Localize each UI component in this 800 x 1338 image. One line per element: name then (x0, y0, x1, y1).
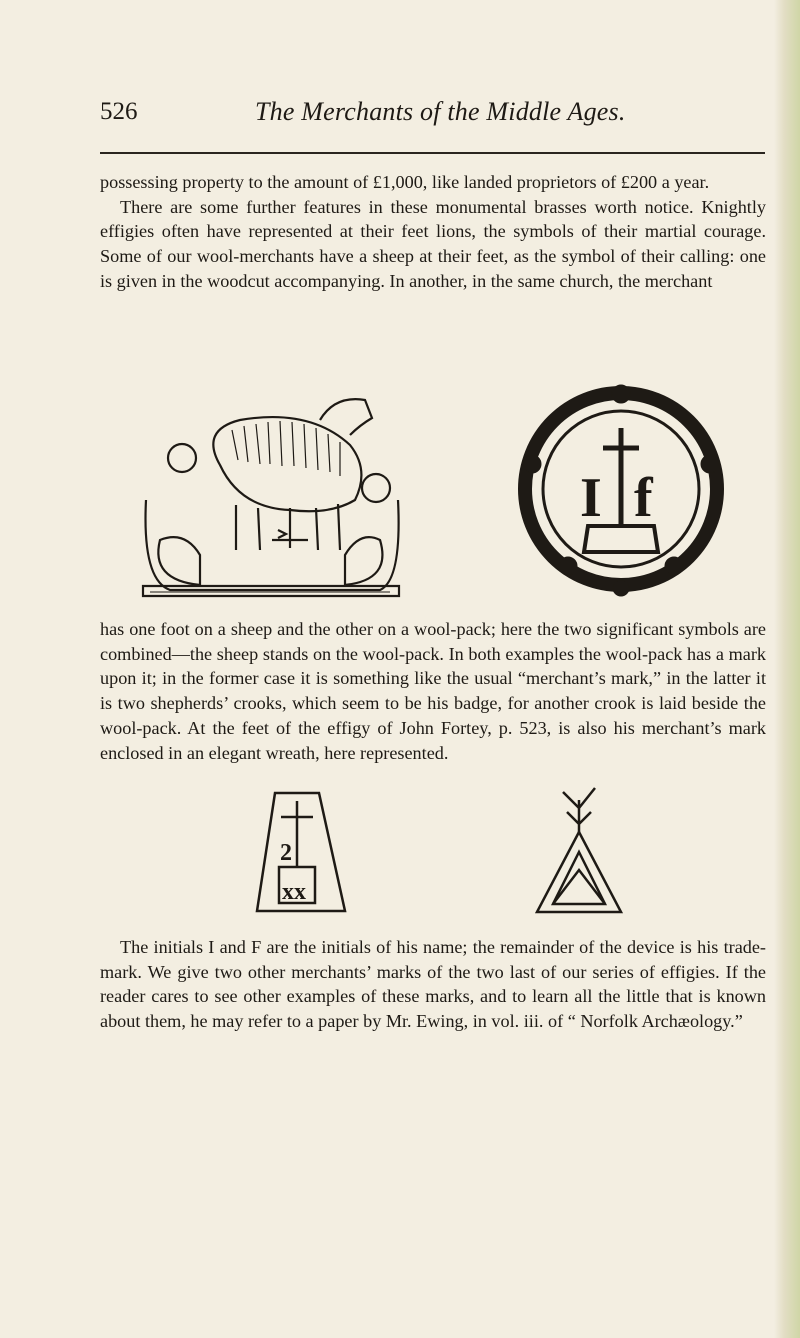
text-block-bottom (100, 935, 766, 1034)
header-rule (100, 152, 765, 154)
merchant-mark-left (255, 787, 347, 915)
wreath-initial-left: I (580, 467, 602, 529)
paragraph: possessing property to the amount of £1,000, like landed proprietors of £200 a year. (100, 172, 710, 192)
text-block-middle (100, 617, 766, 765)
page-number: 526 (100, 98, 138, 125)
mark-left-upper: 2 (280, 840, 292, 866)
mark-left-lower: xx (282, 879, 306, 905)
paragraph: has one foot on a sheep and the other on a wool-pack; here the two significant symbols are combined—the sheep stands on the wool-pack. In both examples the wool-pack has a mark upon it; in the former case it is something like the usual “merchant’s mark,” in the latter it is two shepherds’ crooks, which seem to be his badge, for another crook is laid beside the wool-pack. At the feet of the effigy of John Fortey, p. 523, is also his merchant’s mark enclosed in an elegant wreath, here represented. (100, 619, 766, 763)
running-title: The Merchants of the Middle Ages. (255, 97, 626, 126)
woodcut-sheep-on-woolpack (140, 390, 402, 600)
wreath-initial-right: f (634, 467, 653, 529)
page-edge (774, 0, 800, 1338)
text-block-top (100, 170, 766, 294)
paragraph: There are some further features in these monumental brasses worth notice. Knightly effigies often have represented at their feet lions, the symbols of their martial courage. Some of our wool-merchants have a sheep at their feet, as the symbol of their calling: one is given in the woodcut accompanying. In another, in the same church, the merchant (100, 196, 766, 291)
paragraph: The initials I and F are the initials of his name; the remainder of the device is his trade-mark. We give two other merchants’ marks of the two last of our series of effigies. If the reader cares to see other examples of these marks, and to learn all the little that is known about them, he may refer to a paper by Mr. Ewing, in vol. iii. of “ Norfolk Archæology.” (100, 937, 766, 1032)
woodcut-wreath-merchant-mark (508, 376, 734, 602)
merchant-mark-right (533, 782, 625, 916)
